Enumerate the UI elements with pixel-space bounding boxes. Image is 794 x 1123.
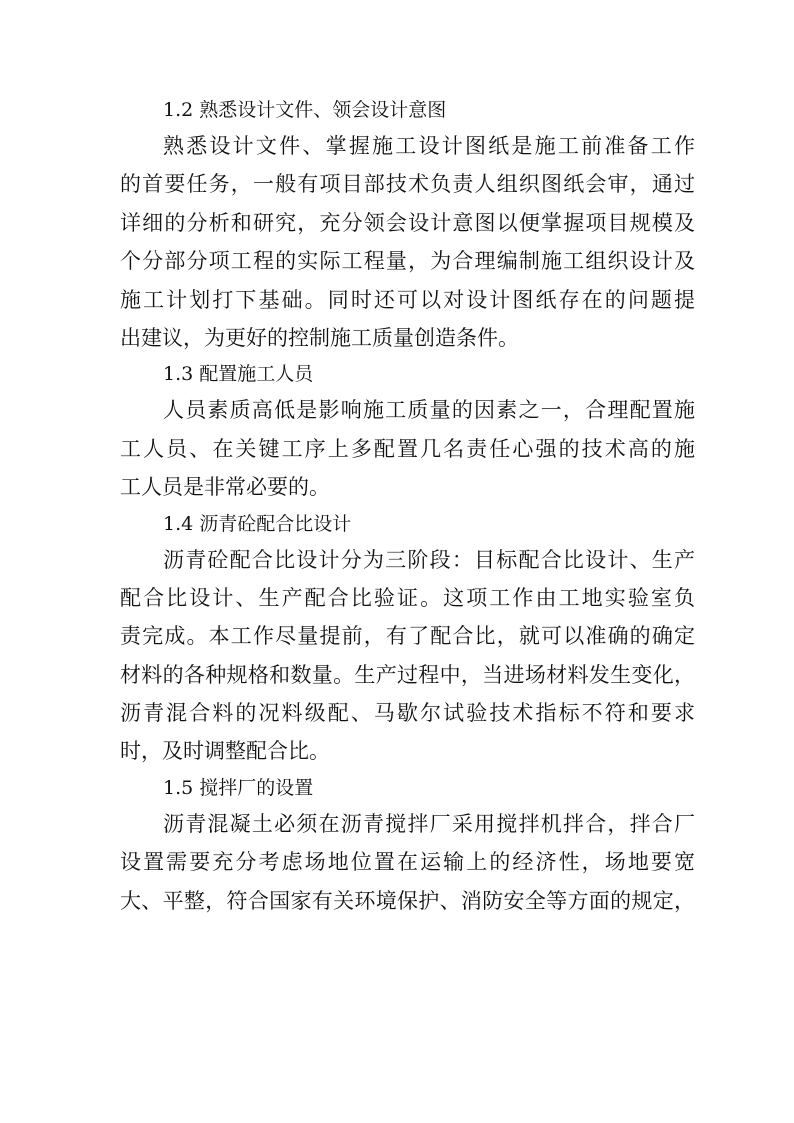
- document-body: [120, 93, 695, 920]
- section-paragraph-1-2: [120, 127, 695, 357]
- paragraph-line: 个分部分项工程的实际工程量，为合理编制施工组织设计及: [120, 249, 695, 274]
- paragraph-line: 工人员、在关键工序上多配置几名责任心强的技术高的施: [120, 436, 695, 461]
- paragraph-line: 的首要任务，一般有项目部技术负责人组织图纸会审，通过: [120, 172, 695, 197]
- paragraph-line: 熟悉设计文件、掌握施工设计图纸是施工前准备工作: [163, 134, 695, 158]
- paragraph-line: 工人员是非常必要的。: [120, 475, 330, 500]
- section-heading-1-3: 1.3 配置施工人员: [163, 363, 314, 386]
- section-paragraph-1-5: [120, 805, 695, 920]
- paragraph-line: 施工计划打下基础。同时还可以对设计图纸存在的问题提: [120, 287, 695, 312]
- paragraph-line: 人员素质高低是影响施工质量的因素之一，合理配置施: [163, 398, 695, 423]
- paragraph-line: 沥青砼配合比设计分为三阶段：目标配合比设计、生产: [163, 547, 695, 572]
- paragraph-line: 出建议，为更好的控制施工质量创造条件。: [120, 325, 519, 350]
- section-paragraph-1-4: [120, 541, 695, 771]
- section-heading-1-5: 1.5 搅拌厂的设置: [163, 776, 314, 799]
- section-paragraph-1-3: [120, 391, 695, 506]
- section-heading-1-4: 1.4 沥青砼配合比设计: [163, 512, 352, 535]
- paragraph-line: 时，及时调整配合比。: [120, 739, 330, 764]
- paragraph-line: 沥青混凝土必须在沥青搅拌厂采用搅拌机拌合，拌合厂: [163, 811, 695, 836]
- section-heading-1-2: 1.2 熟悉设计文件、领会设计意图: [163, 99, 447, 121]
- paragraph-line: 详细的分析和研究，充分领会设计意图以便掌握项目规模及: [120, 210, 695, 235]
- paragraph-line: 设置需要充分考虑场地位置在运输上的经济性，场地要宽: [120, 850, 695, 875]
- paragraph-line: 材料的各种规格和数量。生产过程中，当进场材料发生变化，: [120, 662, 695, 687]
- paragraph-line: 大、平整，符合国家有关环境保护、消防安全等方面的规定，: [120, 888, 695, 913]
- paragraph-line: 责完成。本工作尽量提前，有了配合比，就可以准确的确定: [120, 624, 695, 649]
- paragraph-line: 沥青混合料的况料级配、马歇尔试验技术指标不符和要求: [120, 701, 695, 726]
- paragraph-line: 配合比设计、生产配合比验证。这项工作由工地实验室负: [120, 585, 695, 610]
